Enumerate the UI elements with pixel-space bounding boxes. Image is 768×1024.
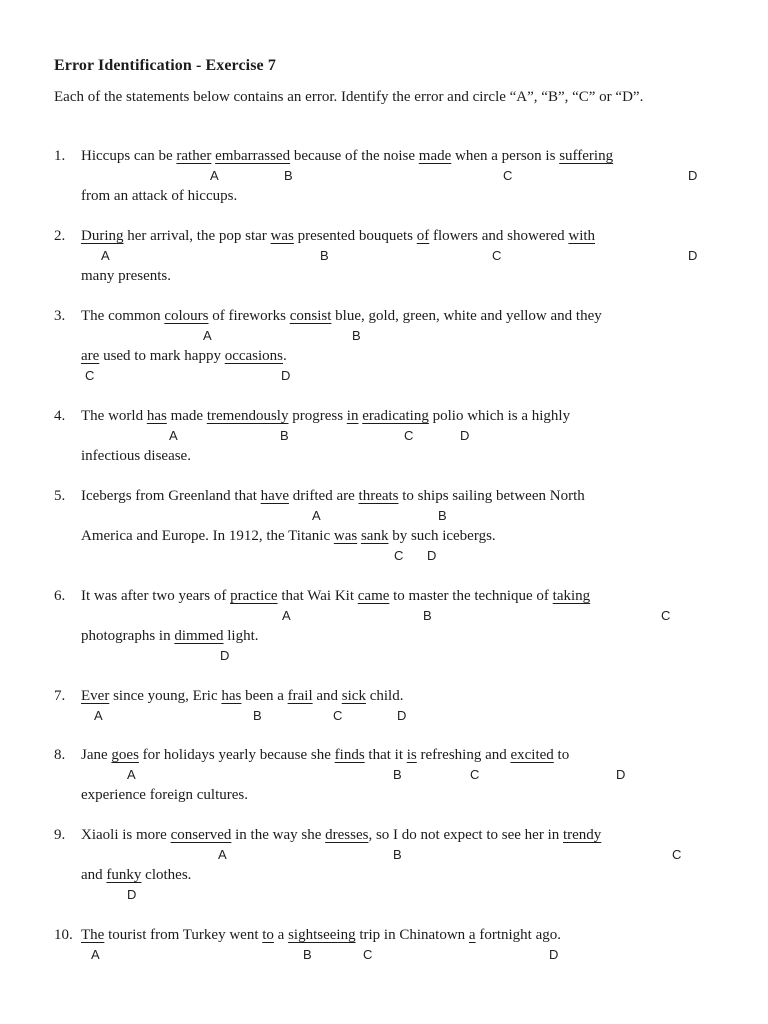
- underlined-option[interactable]: with: [568, 228, 596, 244]
- text-segment: used to mark happy: [99, 348, 225, 364]
- question-text-line: [81, 148, 613, 165]
- underlined-option[interactable]: threats: [358, 488, 399, 504]
- option-label-d[interactable]: D: [688, 248, 698, 263]
- question-text-line: [81, 827, 601, 844]
- text-segment: and: [312, 688, 342, 704]
- text-segment: infectious disease.: [81, 448, 191, 464]
- text-segment: , so I do not expect to see her in: [368, 827, 563, 843]
- text-segment: polio which is a highly: [428, 408, 571, 424]
- question-number: 5.: [54, 488, 66, 504]
- text-segment: from an attack of hiccups.: [81, 188, 238, 204]
- text-segment: that it: [364, 747, 407, 763]
- text-segment: that Wai Kit: [277, 588, 358, 604]
- question-text-line: [81, 688, 403, 705]
- option-label-c[interactable]: C: [672, 847, 682, 862]
- option-label-d[interactable]: D: [427, 548, 437, 563]
- text-segment: refreshing and: [416, 747, 511, 763]
- underlined-option[interactable]: Ever: [81, 688, 110, 704]
- underlined-option[interactable]: sightseeing: [288, 927, 356, 943]
- option-label-d[interactable]: D: [616, 767, 626, 782]
- underlined-option[interactable]: sick: [341, 688, 366, 704]
- text-segment: Icebergs from Greenland that: [81, 488, 261, 504]
- underlined-option[interactable]: taking: [552, 588, 591, 604]
- question-text-line: [81, 488, 585, 505]
- option-label-c[interactable]: C: [404, 428, 414, 443]
- question-number: 3.: [54, 308, 66, 324]
- text-segment: The world: [81, 408, 147, 424]
- question-number: 6.: [54, 588, 66, 604]
- underlined-option[interactable]: sank: [360, 528, 389, 544]
- option-label-b[interactable]: B: [284, 168, 293, 183]
- question-text-line: [81, 588, 590, 605]
- option-label-a[interactable]: A: [94, 708, 103, 723]
- underlined-option[interactable]: was: [333, 528, 358, 544]
- option-label-b[interactable]: B: [303, 947, 312, 962]
- option-label-c[interactable]: C: [394, 548, 404, 563]
- underlined-option[interactable]: to: [262, 927, 274, 943]
- question-number: 4.: [54, 408, 66, 424]
- underlined-option[interactable]: was: [270, 228, 294, 244]
- text-segment: blue, gold, green, white and yellow and they: [331, 308, 602, 324]
- option-label-b[interactable]: B: [393, 847, 402, 862]
- text-segment: to master the technique of: [389, 588, 553, 604]
- text-segment: progress: [288, 408, 347, 424]
- question-text-line: [81, 308, 602, 325]
- text-segment: .: [283, 348, 287, 364]
- question-number: 9.: [54, 827, 66, 843]
- underlined-option[interactable]: eradicating: [362, 408, 429, 424]
- underlined-option[interactable]: tremendously: [206, 408, 289, 424]
- underlined-option[interactable]: conserved: [170, 827, 232, 843]
- underlined-option[interactable]: goes: [111, 747, 139, 763]
- underlined-option[interactable]: came: [357, 588, 390, 604]
- question-text-line: [81, 787, 248, 804]
- question-text-line: [81, 228, 595, 245]
- underlined-option[interactable]: consist: [289, 308, 332, 324]
- option-label-d[interactable]: D: [281, 368, 291, 383]
- text-segment: since young, Eric: [109, 688, 222, 704]
- underlined-option[interactable]: occasions: [224, 348, 284, 364]
- text-segment: experience foreign cultures.: [81, 787, 248, 803]
- underlined-option[interactable]: is: [406, 747, 417, 763]
- text-segment: drifted are: [288, 488, 359, 504]
- text-segment: light.: [223, 628, 259, 644]
- text-segment: in the way she: [231, 827, 326, 843]
- text-segment: presented bouquets: [293, 228, 417, 244]
- question-text-line: [81, 448, 191, 465]
- text-segment: America and Europe. In 1912, the Titanic: [81, 528, 334, 544]
- underlined-option[interactable]: a: [468, 927, 476, 943]
- text-segment: photographs in: [81, 628, 175, 644]
- option-label-a[interactable]: A: [127, 767, 136, 782]
- text-segment: trip in Chinatown: [355, 927, 469, 943]
- text-segment: It was after two years of: [81, 588, 231, 604]
- text-segment: and: [81, 867, 107, 883]
- question-text-line: [81, 927, 561, 944]
- option-label-b[interactable]: B: [438, 508, 447, 523]
- option-label-a[interactable]: A: [101, 248, 110, 263]
- option-label-d[interactable]: D: [397, 708, 407, 723]
- underlined-option[interactable]: of: [416, 228, 430, 244]
- underlined-option[interactable]: trendy: [562, 827, 602, 843]
- option-label-c[interactable]: C: [503, 168, 513, 183]
- text-segment: Jane: [81, 747, 112, 763]
- text-segment: been a: [241, 688, 288, 704]
- underlined-option[interactable]: excited: [510, 747, 554, 763]
- option-label-c[interactable]: C: [363, 947, 373, 962]
- option-label-d[interactable]: D: [460, 428, 470, 443]
- option-label-b[interactable]: B: [393, 767, 402, 782]
- question-number: 1.: [54, 148, 66, 164]
- underlined-option[interactable]: made: [418, 148, 452, 164]
- text-segment: Hiccups can be: [81, 148, 177, 164]
- underlined-option[interactable]: frail: [287, 688, 313, 704]
- question-text-line: [81, 747, 569, 764]
- option-label-c[interactable]: C: [333, 708, 343, 723]
- question-text-line: [81, 628, 259, 645]
- option-label-a[interactable]: A: [218, 847, 227, 862]
- option-label-c[interactable]: C: [661, 608, 671, 623]
- text-segment: because of the noise: [290, 148, 419, 164]
- underlined-option[interactable]: embarrassed: [215, 148, 291, 164]
- option-label-a[interactable]: A: [203, 328, 212, 343]
- underlined-option[interactable]: The: [81, 927, 105, 943]
- question-text-line: [81, 867, 191, 884]
- question-number: 2.: [54, 228, 66, 244]
- option-label-b[interactable]: B: [320, 248, 329, 263]
- text-segment: many presents.: [81, 268, 171, 284]
- question-number: 8.: [54, 747, 66, 763]
- underlined-option[interactable]: in: [346, 408, 359, 424]
- underlined-option[interactable]: funky: [106, 867, 142, 883]
- instructions: Each of the statements below contains an error. Identify the error and circle “A”, “B”, “C” or “D”.: [54, 89, 644, 105]
- text-segment: fortnight ago.: [475, 927, 561, 943]
- question-number: 10.: [54, 927, 73, 943]
- question-text-line: [81, 268, 171, 285]
- question-text-line: [81, 188, 237, 205]
- underlined-option[interactable]: colours: [164, 308, 209, 324]
- text-segment: clothes.: [141, 867, 192, 883]
- underlined-option[interactable]: have: [260, 488, 289, 504]
- option-label-a[interactable]: A: [169, 428, 178, 443]
- question-text-line: [81, 348, 287, 365]
- option-label-a[interactable]: A: [210, 168, 219, 183]
- text-segment: when a person is: [451, 148, 560, 164]
- page-title: Error Identification - Exercise 7: [54, 57, 276, 74]
- option-label-a[interactable]: A: [282, 608, 291, 623]
- option-label-b[interactable]: B: [253, 708, 262, 723]
- option-label-b[interactable]: B: [352, 328, 361, 343]
- option-label-d[interactable]: D: [549, 947, 559, 962]
- question-text-line: [81, 528, 496, 545]
- text-segment: of fireworks: [208, 308, 290, 324]
- text-segment: Xiaoli is more: [81, 827, 171, 843]
- text-segment: to: [553, 747, 570, 763]
- underlined-option[interactable]: practice: [230, 588, 278, 604]
- text-segment: her arrival, the pop star: [123, 228, 271, 244]
- text-segment: The common: [81, 308, 165, 324]
- underlined-option[interactable]: During: [81, 228, 124, 244]
- question-number: 7.: [54, 688, 66, 704]
- text-segment: flowers and showered: [429, 228, 569, 244]
- underlined-option[interactable]: has: [146, 408, 167, 424]
- question-text-line: [81, 408, 570, 425]
- option-label-c[interactable]: C: [85, 368, 95, 383]
- underlined-option[interactable]: are: [81, 348, 100, 364]
- text-segment: tourist from Turkey went: [104, 927, 263, 943]
- underlined-option[interactable]: has: [221, 688, 242, 704]
- underlined-option[interactable]: dimmed: [174, 628, 224, 644]
- option-label-c[interactable]: C: [470, 767, 480, 782]
- option-label-d[interactable]: D: [127, 887, 137, 902]
- text-segment: made: [166, 408, 207, 424]
- option-label-b[interactable]: B: [280, 428, 289, 443]
- text-segment: to ships sailing between North: [398, 488, 585, 504]
- text-segment: by such icebergs.: [388, 528, 496, 544]
- text-segment: a: [273, 927, 289, 943]
- option-label-c[interactable]: C: [492, 248, 502, 263]
- option-label-a[interactable]: A: [312, 508, 321, 523]
- option-label-d[interactable]: D: [220, 648, 230, 663]
- underlined-option[interactable]: finds: [334, 747, 365, 763]
- underlined-option[interactable]: rather: [176, 148, 212, 164]
- text-segment: child.: [365, 688, 404, 704]
- text-segment: for holidays yearly because she: [138, 747, 335, 763]
- underlined-option[interactable]: dresses: [325, 827, 369, 843]
- option-label-a[interactable]: A: [91, 947, 100, 962]
- option-label-d[interactable]: D: [688, 168, 698, 183]
- underlined-option[interactable]: suffering: [559, 148, 614, 164]
- option-label-b[interactable]: B: [423, 608, 432, 623]
